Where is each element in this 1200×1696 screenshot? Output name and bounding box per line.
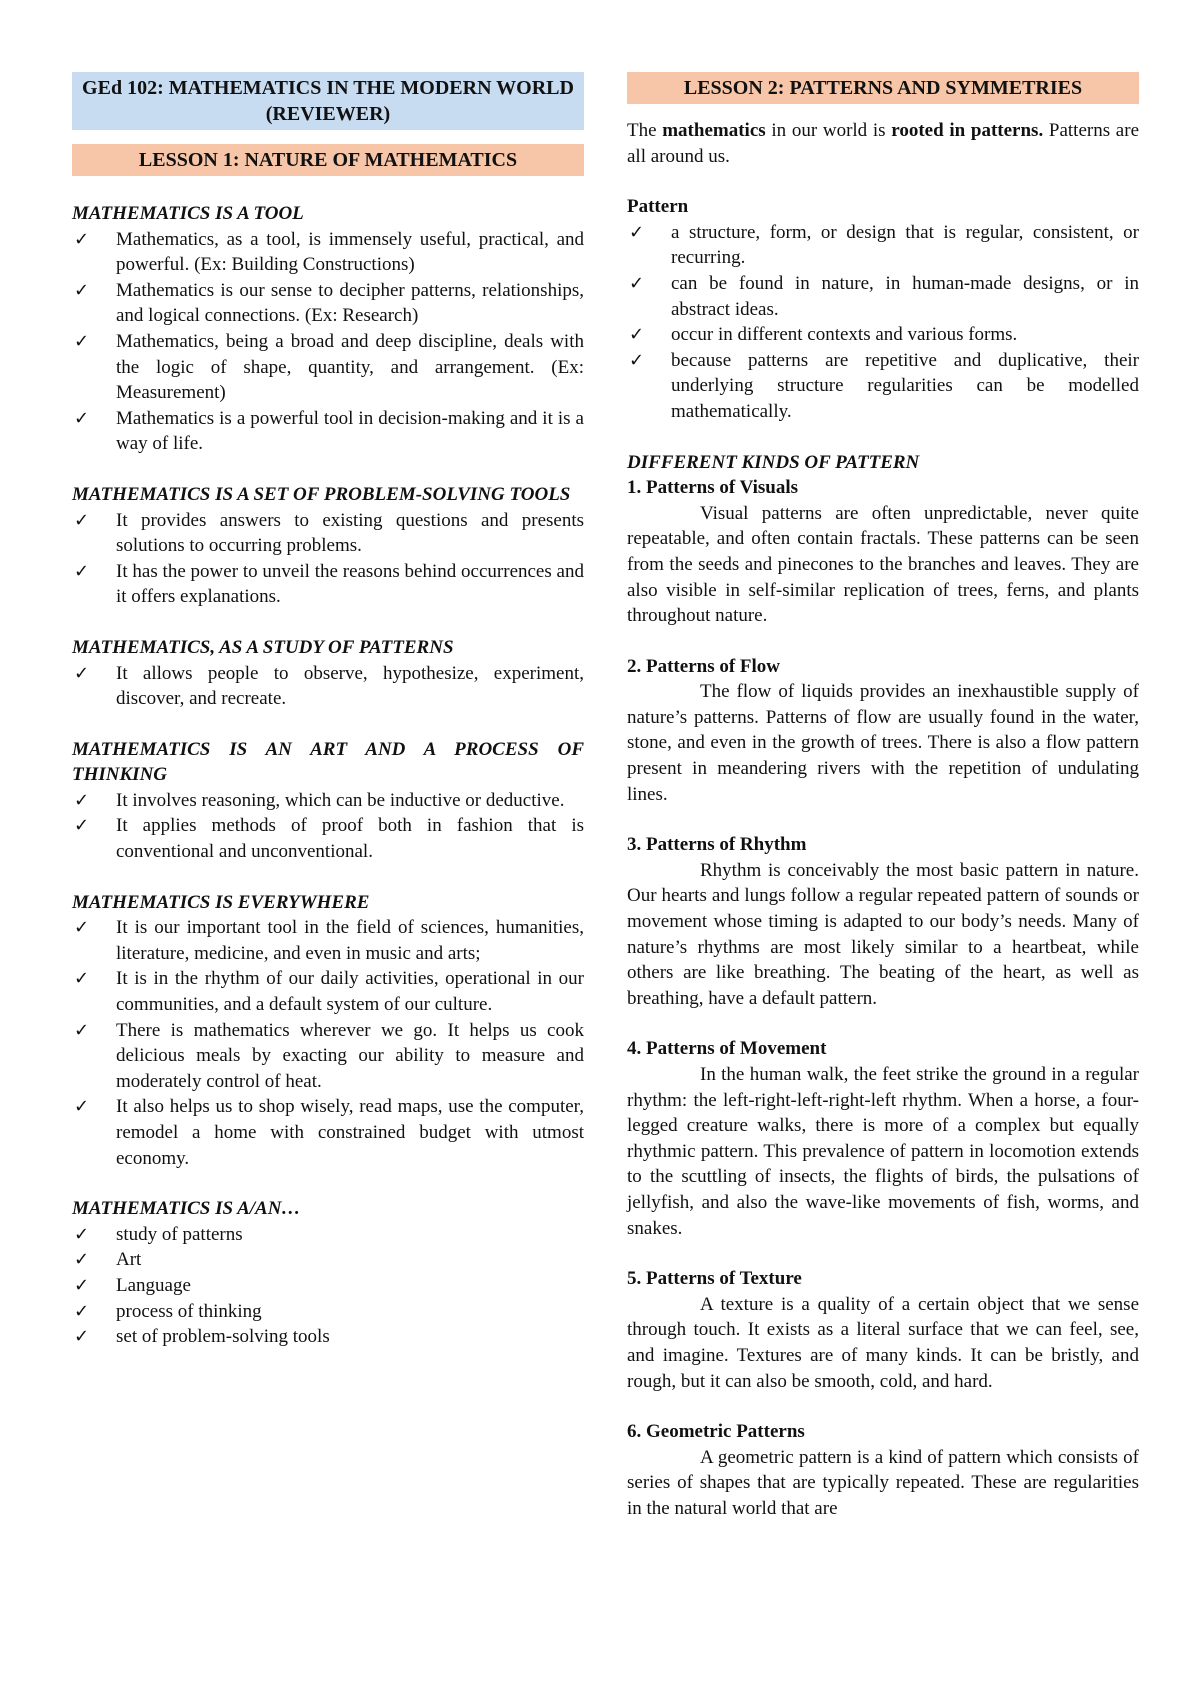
rhythm-text: Rhythm is conceivably the most basic pattern in nature. Our hearts and lungs follow a regular repeated pattern of sounds or movement whose timing is adapted to our body’s needs. Many of nature’s rhythms are most likely similar to a heartbeat, while others are like breathing. The beating of the heart, as well as breathing, have a default pattern. [627, 859, 1139, 1009]
check-icon: ✓ [74, 560, 90, 582]
list-item [72, 915, 584, 966]
check-icon: ✓ [629, 272, 645, 294]
list-item-text: occur in different contexts and various forms. [671, 324, 1018, 346]
list-item [72, 508, 584, 559]
list-item-text: It has the power to unveil the reasons behind occurrences and it offers explanations. [116, 560, 584, 608]
check-icon: ✓ [74, 1326, 90, 1348]
check-icon: ✓ [74, 407, 90, 429]
lesson2-heading: LESSON 2: PATTERNS AND SYMMETRIES [627, 72, 1139, 104]
section-a-an-title: MATHEMATICS IS A/AN… [72, 1198, 301, 1220]
list-item [72, 1094, 584, 1171]
section-problem-solving-list [72, 508, 584, 610]
check-icon: ✓ [74, 1019, 90, 1041]
right-column [627, 72, 1139, 1522]
flow-title: 2. Patterns of Flow [627, 655, 781, 677]
section-everywhere-list [72, 915, 584, 1171]
list-item [72, 661, 584, 712]
geometric-title: 6. Geometric Patterns [627, 1421, 805, 1443]
lesson1-heading: LESSON 1: NATURE OF MATHEMATICS [72, 144, 584, 176]
list-item [627, 271, 1139, 322]
section-problem-solving-title: MATHEMATICS IS A SET OF PROBLEM-SOLVING TOOLS [72, 483, 571, 505]
intro-text-2: in our world is [765, 120, 892, 141]
list-item-text: It is our important tool in the field of sciences, humanities, literature, medicine, and even in music and arts; [116, 917, 584, 964]
left-column [72, 72, 584, 1350]
list-item-text: It allows people to observe, hypothesize, experiment, discover, and recreate. [116, 662, 584, 710]
visuals-title: 1. Patterns of Visuals [627, 477, 798, 499]
geometric-text: A geometric pattern is a kind of pattern which consists of series of shapes that are typically repeated. These are regularities in the natural world that are [627, 1446, 1139, 1519]
check-icon: ✓ [74, 279, 90, 301]
list-item [72, 966, 584, 1017]
intro-text-3: Patterns are all around us. [627, 120, 1139, 167]
list-item [72, 559, 584, 610]
list-item [72, 1018, 584, 1095]
visuals-text: Visual patterns are often unpredictable, never quite repeatable, and often contain fractals. These patterns can be seen from the seeds and pinecones to the branches and leaves. They are also visible in self-similar replication of trees, ferns, and plants throughout nature. [627, 502, 1139, 627]
section-tool-list [72, 227, 584, 457]
check-icon: ✓ [629, 324, 645, 346]
list-item [627, 220, 1139, 271]
check-icon: ✓ [629, 349, 645, 371]
list-item [72, 227, 584, 278]
check-icon: ✓ [74, 1274, 90, 1296]
list-item-text: set of problem-solving tools [116, 1326, 330, 1348]
check-icon: ✓ [629, 221, 645, 243]
list-item-text: study of patterns [116, 1223, 243, 1245]
check-icon: ✓ [74, 968, 90, 990]
check-icon: ✓ [74, 509, 90, 531]
check-icon: ✓ [74, 1223, 90, 1245]
pattern-list [627, 220, 1139, 425]
movement-title: 4. Patterns of Movement [627, 1038, 827, 1060]
list-item-text: Mathematics is a powerful tool in decision-making and it is a way of life. [116, 407, 584, 455]
check-icon: ✓ [74, 815, 90, 837]
intro-bold-2: rooted in patterns. [891, 120, 1044, 141]
intro-bold-1: mathematics [662, 120, 766, 141]
list-item [72, 1324, 584, 1350]
list-item [72, 406, 584, 457]
list-item-text: It provides answers to existing questions and presents solutions to occurring problems. [116, 509, 584, 557]
intro-paragraph [627, 118, 1139, 169]
list-item-text: It also helps us to shop wisely, read maps, use the computer, remodel a home with constrained budget with utmost economy. [116, 1096, 584, 1169]
section-study-patterns-title: MATHEMATICS, AS A STUDY OF PATTERNS [72, 636, 454, 658]
list-item-text: There is mathematics wherever we go. It helps us cook delicious meals by exacting our ability to measure and moderately control of heat. [116, 1019, 584, 1092]
list-item [72, 788, 584, 814]
section-art-thinking-list [72, 788, 584, 865]
list-item [627, 322, 1139, 348]
list-item-text: process of thinking [116, 1300, 262, 1322]
pattern-title: Pattern [627, 196, 689, 218]
list-item-text: It is in the rhythm of our daily activities, operational in our communities, and a default system of our culture. [116, 968, 584, 1016]
check-icon: ✓ [74, 330, 90, 352]
list-item [72, 1273, 584, 1299]
list-item [72, 813, 584, 864]
check-icon: ✓ [74, 1300, 90, 1322]
flow-text: The flow of liquids provides an inexhaustible supply of nature’s patterns. Patterns of flow are usually found in the water, stone, and even in the growth of trees. There is also a flow pattern present in meandering rivers with the repetition of undulating lines. [627, 681, 1139, 805]
list-item-text: Mathematics is our sense to decipher patterns, relationships, and logical connections. (Ex: Research) [116, 279, 584, 327]
section-art-thinking-title: MATHEMATICS IS AN ART AND A PROCESS OF THINKING [72, 738, 584, 786]
section-everywhere-title: MATHEMATICS IS EVERYWHERE [72, 891, 370, 913]
texture-title: 5. Patterns of Texture [627, 1268, 802, 1290]
list-item-text: It applies methods of proof both in fashion that is conventional and unconventional. [116, 815, 584, 863]
movement-text: In the human walk, the feet strike the ground in a regular rhythm: the left-right-left-right-left rhythm. When a horse, a four-legged creature walks, there is more of a complex but equally rhythmic pattern. This prevalence of pattern in locomotion extends to the scuttling of insects, the flights of birds, the pulsations of jellyfish, and also the wave-like movements of fish, worms, and snakes. [627, 1064, 1139, 1239]
list-item-text: Language [116, 1274, 191, 1296]
list-item-text: Art [116, 1249, 142, 1271]
list-item [627, 348, 1139, 425]
rhythm-title: 3. Patterns of Rhythm [627, 834, 807, 856]
check-icon: ✓ [74, 789, 90, 811]
list-item-text: because patterns are repetitive and duplicative, their underlying structure regularities can be modelled mathematically. [671, 349, 1139, 422]
list-item [72, 329, 584, 406]
intro-text-1: The [627, 120, 663, 141]
section-tool-title: MATHEMATICS IS A TOOL [72, 203, 304, 224]
list-item [72, 1299, 584, 1325]
kinds-title: DIFFERENT KINDS OF PATTERN [627, 451, 920, 473]
section-study-patterns-list [72, 661, 584, 712]
list-item [72, 1222, 584, 1248]
texture-text: A texture is a quality of a certain object that we sense through touch. It exists as a literal surface that we can feel, see, and imagine. Textures are of many kinds. It can be bristly, and rough, but it can also be smooth, cold, and hard. [627, 1293, 1139, 1392]
list-item [72, 278, 584, 329]
list-item-text: can be found in nature, in human-made designs, or in abstract ideas. [671, 272, 1139, 320]
check-icon: ✓ [74, 228, 90, 250]
check-icon: ✓ [74, 662, 90, 684]
check-icon: ✓ [74, 1096, 90, 1118]
section-a-an-list [72, 1222, 584, 1350]
check-icon: ✓ [74, 917, 90, 939]
document-title: GEd 102: MATHEMATICS IN THE MODERN WORLD (REVIEWER) [72, 72, 584, 130]
list-item [72, 1247, 584, 1273]
list-item-text: Mathematics, as a tool, is immensely useful, practical, and powerful. (Ex: Building Constructions) [116, 228, 584, 276]
check-icon: ✓ [74, 1249, 90, 1271]
list-item-text: a structure, form, or design that is regular, consistent, or recurring. [671, 221, 1139, 269]
list-item-text: Mathematics, being a broad and deep discipline, deals with the logic of shape, quantity, and arrangement. (Ex: Measurement) [116, 330, 584, 404]
list-item-text: It involves reasoning, which can be inductive or deductive. [116, 789, 565, 811]
